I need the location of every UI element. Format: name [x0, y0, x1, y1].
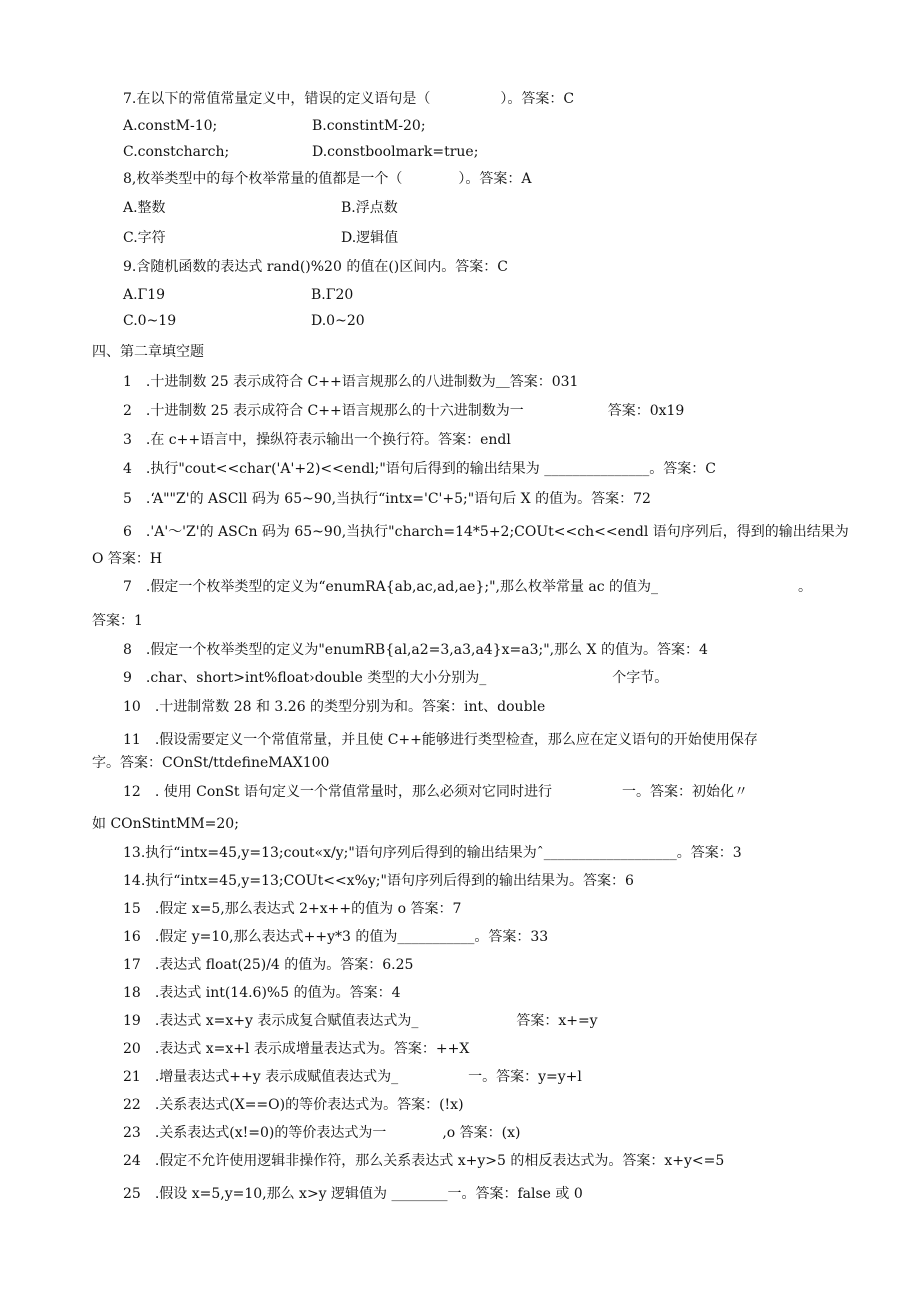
question-7: 7.在以下的常值常量定义中，错误的定义语句是（ ）。答案：C	[123, 91, 575, 107]
fill-question: 16 .假定 y=10,那么表达式++y*3 的值为___________。答案：33	[123, 929, 549, 945]
fill-question: 18 .表达式 int(14.6)%5 的值为。答案：4	[123, 985, 401, 1001]
fill-question-continued: 字。答案：COnSt/ttdefineMAX100	[92, 755, 330, 771]
option-b: B.浮点数	[341, 200, 398, 216]
fill-question: 15 .假定 x=5,那么表达式 2+x++的值为 o 答案：7	[123, 901, 462, 917]
fill-question: 11 .假设需要定义一个常值常量，并且使 C++能够进行类型检查，那么应在定义语句的开始使用保存	[123, 732, 758, 748]
fill-question-continued: O 答案：H	[92, 551, 163, 567]
fill-question: 20 .表达式 x=x+l 表示成增量表达式为。答案：++X	[123, 1041, 470, 1057]
option-b: B.constintM-20;	[312, 118, 426, 134]
fill-question: 19 .表达式 x=x+y 表示成复合赋值表达式为_ 答案：x+=y	[123, 1013, 598, 1029]
fill-question: 5 .‘A""Z'的 ASCll 码为 65~90,当执行“intx='C'+5;"语句后 X 的值为。答案：72	[123, 491, 651, 507]
option-c: C.0~19	[123, 313, 177, 329]
fill-question-continued: 如 COnStintMM=20;	[92, 816, 239, 832]
fill-question: 3 .在 c++语言中，操纵符表示输出一个换行符。答案：endl	[123, 432, 511, 448]
fill-question: 8 .假定一个枚举类型的定义为"enumRB{al,a2=3,a3,a4}x=a3;",那么 X 的值为。答案：4	[123, 642, 708, 658]
fill-question: 12 . 使用 ConSt 语句定义一个常值常量时，那么必须对它同时进行 一。答案：初始化〃	[123, 784, 748, 800]
question-8: 8,枚举类型中的每个枚举常量的值都是一个（ ）。答案：A	[123, 171, 532, 187]
option-a: A.constM-10;	[123, 118, 218, 134]
option-c: C.字符	[123, 230, 166, 246]
option-a: A.Γ19	[123, 287, 166, 303]
option-a: A.整数	[123, 200, 166, 216]
fill-question: 25 .假设 x=5,y=10,那么 x>y 逻辑值为 ________一。答案：false 或 0	[123, 1186, 583, 1202]
fill-question-continued: 答案：1	[92, 613, 143, 629]
fill-question: 7 .假定一个枚举类型的定义为“enumRA{ab,ac,ad,ae};",那么枚举常量 ac 的值为_ 。	[123, 579, 813, 595]
option-b: B.Γ20	[311, 287, 354, 303]
fill-question: 14.执行“intx=45,y=13;COUt<<x%y;"语句序列后得到的输出结果为。答案：6	[123, 873, 634, 889]
fill-question: 4 .执行"cout<<char('A'+2)<<endl;"语句后得到的输出结果为 _______________。答案：C	[123, 461, 716, 477]
fill-question: 10 .十进制常数 28 和 3.26 的类型分别为和。答案：int、double	[123, 699, 546, 715]
fill-question: 24 .假定不允许使用逻辑非操作符，那么关系表达式 x+y>5 的相反表达式为。答案：x+y<=5	[123, 1153, 725, 1169]
fill-question: 17 .表达式 float(25)/4 的值为。答案：6.25	[123, 957, 414, 973]
option-d: D.逻辑值	[341, 230, 399, 246]
option-c: C.constcharch;	[123, 144, 230, 160]
option-d: D.constboolmark=true;	[312, 144, 479, 160]
section-heading: 四、第二章填空题	[92, 344, 204, 360]
question-9: 9.含随机函数的表达式 rand()%20 的值在()区间内。答案：C	[123, 259, 508, 275]
fill-question: 23 .关系表达式(x!=0)的等价表达式为一 ,o 答案：(x)	[123, 1125, 521, 1141]
fill-question: 9 .char、short>int%float›double 类型的大小分别为_ 个字节。	[123, 670, 669, 686]
fill-question: 13.执行“intx=45,y=13;cout«x/y;"语句序列后得到的输出结果为ˆ___________________。答案：3	[123, 845, 742, 861]
fill-question: 2 .十进制数 25 表示成符合 C++语言规那么的十六进制数为一 答案：0x19	[123, 403, 685, 419]
option-d: D.0~20	[311, 313, 365, 329]
fill-question: 6 .'A'～'Z'的 ASCn 码为 65~90,当执行"charch=14*5+2;COUt<<ch<<endl 语句序列后，得到的输出结果为	[123, 524, 849, 540]
fill-question: 1 .十进制数 25 表示成符合 C++语言规那么的八进制数为＿答案：031	[123, 374, 579, 390]
fill-question: 22 .关系表达式(X==O)的等价表达式为。答案：(!x)	[123, 1097, 464, 1113]
fill-question: 21 .增量表达式++y 表示成赋值表达式为_ 一。答案：y=y+l	[123, 1069, 582, 1085]
